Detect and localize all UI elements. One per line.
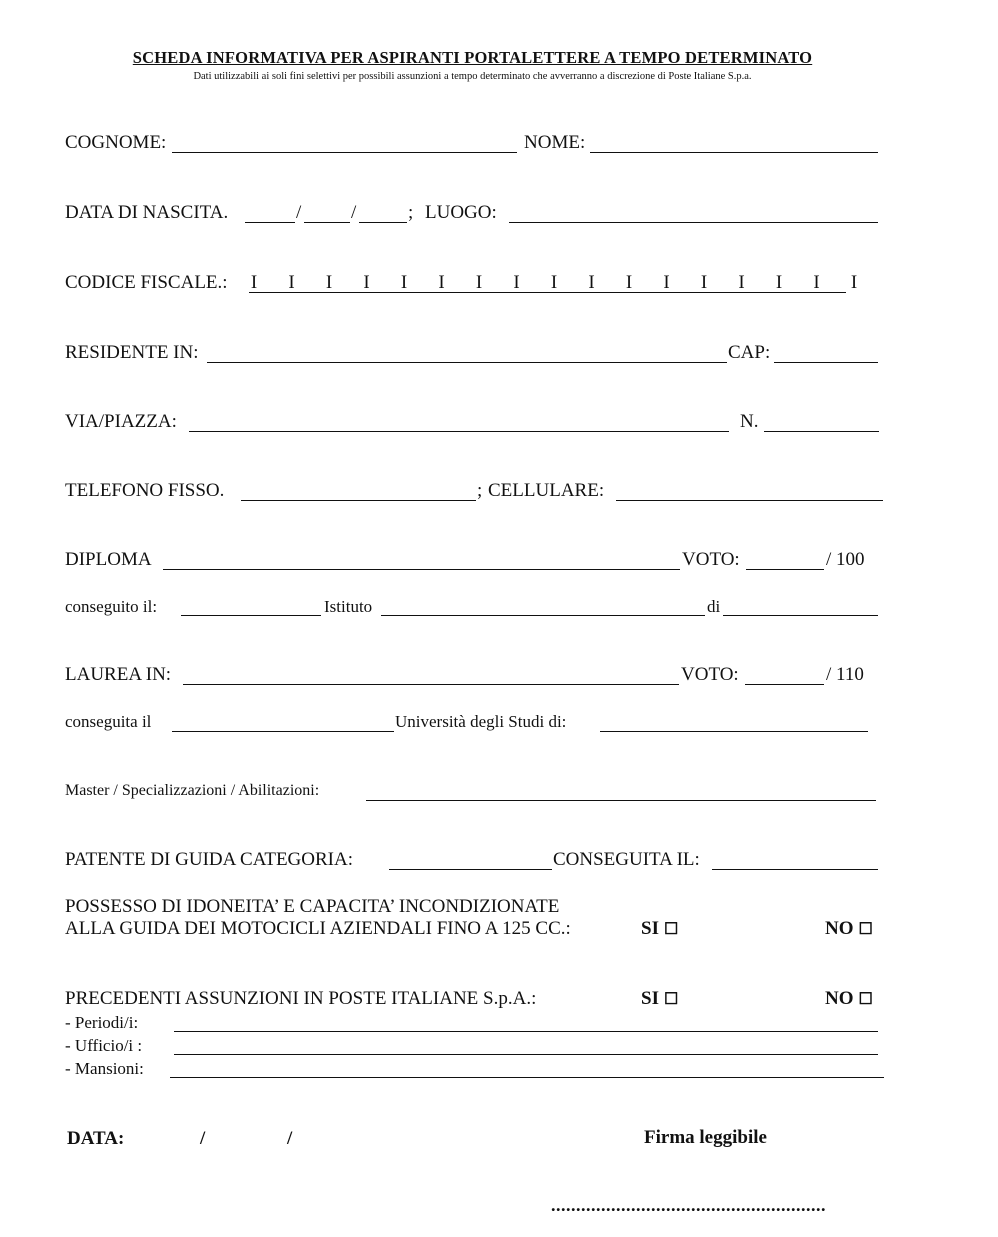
data-nascita-day-field[interactable] [245,222,295,223]
master-label: Master / Specializzazioni / Abilitazioni: [65,782,320,799]
precedenti-si-label: SI [641,988,659,1009]
data-nascita-year-field[interactable] [359,222,407,223]
idoneita-line1: POSSESSO DI IDONEITA’ E CAPACITA’ INCONDIZIONATE [65,896,560,917]
firma-label: Firma leggibile [644,1127,767,1148]
firma-signature-line[interactable]: ....................................................... [551,1195,826,1215]
precedenti-si-option[interactable] [641,988,678,1010]
diploma-conseguito-field[interactable] [181,615,321,616]
codice-fiscale-cells [249,272,859,294]
data-nascita-label: DATA DI NASCITA. [65,202,229,223]
precedenti-label: PRECEDENTI ASSUNZIONI IN POSTE ITALIANE S.p.A.: [65,988,537,1009]
codice-fiscale-label: CODICE FISCALE.: [65,272,228,293]
diploma-voto-max: / 100 [826,549,865,570]
mansioni-field[interactable] [170,1077,884,1078]
cf-cell[interactable]: I [588,272,595,293]
idoneita-si-checkbox-icon[interactable]: ☐ [663,921,679,938]
cf-cell[interactable]: I [288,272,295,293]
precedenti-no-checkbox-icon[interactable]: ☐ [858,991,873,1008]
residente-field[interactable] [207,362,727,363]
data-nascita-month-field[interactable] [304,222,350,223]
precedenti-no-label: NO [825,988,854,1009]
laurea-voto-label: VOTO: [681,664,739,685]
cap-field[interactable] [774,362,878,363]
istituto-di-field[interactable] [723,615,878,616]
cellulare-field[interactable] [616,500,883,501]
cognome-field[interactable] [172,152,517,153]
diploma-conseguito-label: conseguito il: [65,597,158,616]
diploma-voto-label: VOTO: [682,549,740,570]
master-field[interactable] [366,800,876,801]
laurea-voto-max: / 110 [826,664,864,685]
universita-field[interactable] [600,731,868,732]
laurea-voto-field[interactable] [745,684,824,685]
data-sep1: / [200,1128,206,1149]
cf-cell[interactable]: I [513,272,520,293]
idoneita-no-label: NO [825,918,854,939]
telefono-label: TELEFONO FISSO. [65,480,225,501]
cf-cell[interactable]: I [663,272,670,293]
patente-conseguita-field[interactable] [712,869,878,870]
numero-field[interactable] [764,431,879,432]
patente-categoria-field[interactable] [389,869,552,870]
via-label: VIA/PIAZZA: [65,411,177,432]
data-sep2: / [287,1128,293,1149]
precedenti-si-checkbox-icon[interactable]: ☐ [663,991,679,1008]
cf-cell[interactable]: I [400,272,408,293]
laurea-conseguita-field[interactable] [172,731,394,732]
idoneita-si-label: SI [641,918,659,939]
luogo-label: LUOGO: [425,202,497,223]
telefono-field[interactable] [241,500,476,501]
istituto-field[interactable] [381,615,705,616]
mansioni-label: - Mansioni: [65,1059,144,1078]
cf-cell[interactable]: I [775,272,783,293]
cellulare-label: CELLULARE: [488,480,605,501]
cf-cell[interactable]: I [438,272,445,293]
nome-field[interactable] [590,152,878,153]
diploma-voto-field[interactable] [746,569,824,570]
periodi-label: - Periodi/i: [65,1013,139,1032]
residente-label: RESIDENTE IN: [65,342,199,363]
diploma-label: DIPLOMA [65,549,152,570]
cf-cell[interactable]: I [325,272,333,293]
universita-label: Università degli Studi di: [395,712,567,731]
numero-label: N. [740,411,759,432]
diploma-field[interactable] [163,569,680,570]
precedenti-no-option[interactable] [825,988,873,1010]
cf-cell[interactable]: I [250,272,258,293]
istituto-label: Istituto [324,597,373,616]
luogo-field[interactable] [509,222,878,223]
cf-cell[interactable]: I [700,272,708,293]
cf-cell[interactable]: I [550,272,558,293]
nome-label: NOME: [524,132,586,153]
data-label: DATA: [67,1128,125,1149]
cf-cell[interactable]: I [738,272,745,293]
cf-cell[interactable]: I [813,272,820,293]
laurea-conseguita-label: conseguita il [65,712,152,731]
periodi-field[interactable] [174,1031,878,1032]
form-title: SCHEDA INFORMATIVA PER ASPIRANTI PORTALETTERE A TEMPO DETERMINATO [132,48,813,67]
cf-cell[interactable]: I [475,272,483,293]
cf-cell[interactable]: I [363,272,370,293]
telefono-suffix: ; [477,480,483,501]
cognome-label: COGNOME: [65,132,167,153]
data-nascita-sep2: / [351,202,357,223]
idoneita-no-checkbox-icon[interactable]: ☐ [858,921,873,938]
laurea-label: LAUREA IN: [65,664,172,685]
idoneita-si-option[interactable] [641,918,678,940]
idoneita-no-option[interactable] [825,918,873,940]
form-subtitle: Dati utilizzabili ai soli fini selettivi per possibili assunzioni a tempo determinato che avverranno a discrezione di Poste Italiane S.p.a. [193,71,752,82]
cap-label: CAP: [728,342,771,363]
cf-cell[interactable]: I [625,272,633,293]
istituto-di-label: di [707,597,721,616]
patente-label: PATENTE DI GUIDA CATEGORIA: [65,849,353,870]
ufficio-label: - Ufficio/i : [65,1036,143,1055]
idoneita-line2: ALLA GUIDA DEI MOTOCICLI AZIENDALI FINO A 125 CC.: [65,918,571,939]
data-nascita-suffix: ; [408,202,414,223]
patente-conseguita-label: CONSEGUITA IL: [553,849,700,870]
via-field[interactable] [189,431,729,432]
laurea-field[interactable] [183,684,679,685]
ufficio-field[interactable] [174,1054,878,1055]
cf-cell[interactable]: I [850,272,858,293]
data-nascita-sep1: / [296,202,302,223]
